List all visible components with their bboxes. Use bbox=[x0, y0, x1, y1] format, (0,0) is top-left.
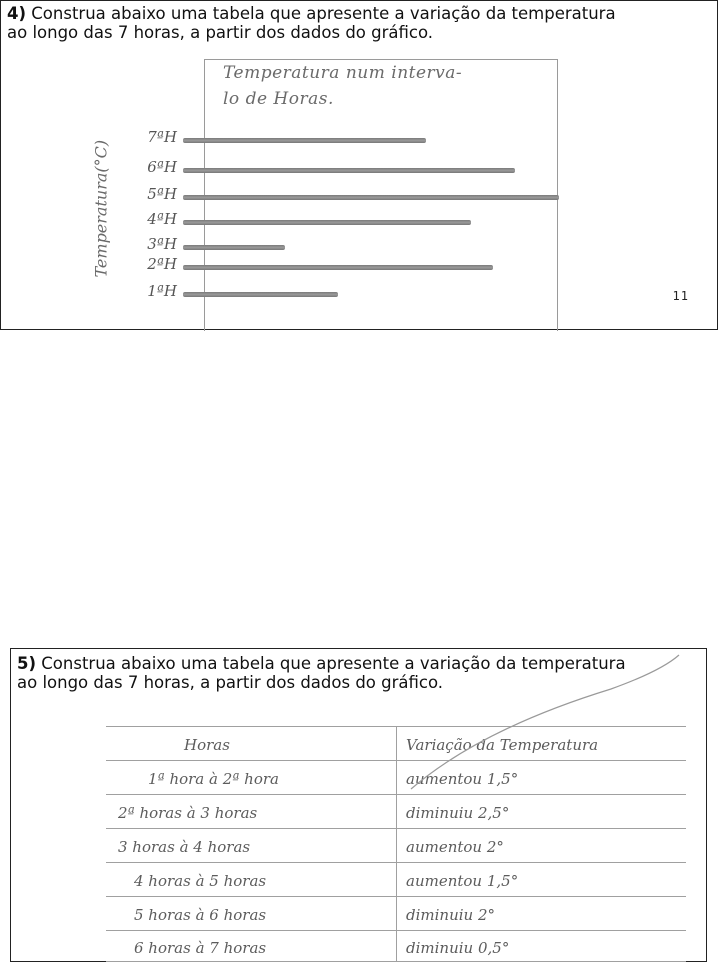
table-cell-variation: aumentou 1,5° bbox=[406, 872, 519, 890]
table-cell-interval: 5 horas à 6 horas bbox=[134, 906, 267, 924]
table-cell-interval: 1ª hora à 2ª hora bbox=[148, 770, 279, 788]
question-5-line-2: ao longo das 7 horas, a partir dos dados do gráfico. bbox=[17, 673, 444, 692]
chart-bar bbox=[183, 168, 515, 173]
question-4-text bbox=[7, 4, 616, 42]
table-cell-interval: 6 horas à 7 horas bbox=[134, 939, 267, 957]
question-4-line-2: ao longo das 7 horas, a partir dos dados do gráfico. bbox=[7, 23, 434, 42]
chart-title-line-1: Temperatura num interva- bbox=[223, 63, 463, 83]
question-5-line-1: Construa abaixo uma tabela que apresente a variação da temperatura bbox=[41, 654, 626, 673]
table-rule bbox=[106, 726, 686, 727]
table-cell-variation: diminuiu 2,5° bbox=[406, 804, 510, 822]
table-cell-variation: diminuiu 0,5° bbox=[406, 939, 510, 957]
scan-question-5 bbox=[10, 648, 707, 962]
chart-tick-label: 4ªH bbox=[147, 210, 177, 228]
table-cell-interval: 3 horas à 4 horas bbox=[118, 838, 251, 856]
question-4-number: 4) bbox=[7, 4, 27, 23]
handwritten-table bbox=[106, 726, 686, 962]
chart-bar bbox=[183, 220, 471, 225]
chart-tick-label: 6ªH bbox=[147, 158, 177, 176]
chart-y-axis-label: Temperatura(°C) bbox=[91, 139, 111, 278]
table-cell-variation: aumentou 1,5° bbox=[406, 770, 519, 788]
table-cell-variation: aumentou 2° bbox=[406, 838, 504, 856]
question-5-number: 5) bbox=[17, 654, 37, 673]
table-column-divider bbox=[396, 726, 397, 962]
chart-tick-label: 5ªH bbox=[147, 185, 177, 203]
chart-tick-label: 2ªH bbox=[147, 255, 177, 273]
chart-bar bbox=[183, 195, 559, 200]
table-header-variation: Variação da Temperatura bbox=[406, 736, 599, 754]
chart-tick-label: 1ªH bbox=[147, 282, 177, 300]
table-rule bbox=[106, 794, 686, 795]
chart-title-line-2: lo de Horas. bbox=[223, 89, 334, 109]
table-cell-variation: diminuiu 2° bbox=[406, 906, 496, 924]
table-rule bbox=[106, 862, 686, 863]
question-5-text bbox=[17, 654, 626, 692]
chart-bar bbox=[183, 138, 426, 143]
chart-bar bbox=[183, 292, 338, 297]
chart-bar bbox=[183, 265, 493, 270]
question-4-line-1: Construa abaixo uma tabela que apresente a variação da temperatura bbox=[31, 4, 616, 23]
table-cell-interval: 4 horas à 5 horas bbox=[134, 872, 267, 890]
table-rule bbox=[106, 930, 686, 931]
page-number: 11 bbox=[672, 289, 689, 303]
table-cell-interval: 2ª horas à 3 horas bbox=[118, 804, 258, 822]
scan-question-4 bbox=[0, 0, 718, 330]
table-rule bbox=[106, 760, 686, 761]
chart-tick-label: 3ªH bbox=[147, 235, 177, 253]
table-header-hours: Horas bbox=[184, 736, 230, 754]
chart-bar bbox=[183, 245, 285, 250]
table-rule bbox=[106, 896, 686, 897]
table-rule bbox=[106, 828, 686, 829]
chart-tick-label: 7ªH bbox=[147, 128, 177, 146]
